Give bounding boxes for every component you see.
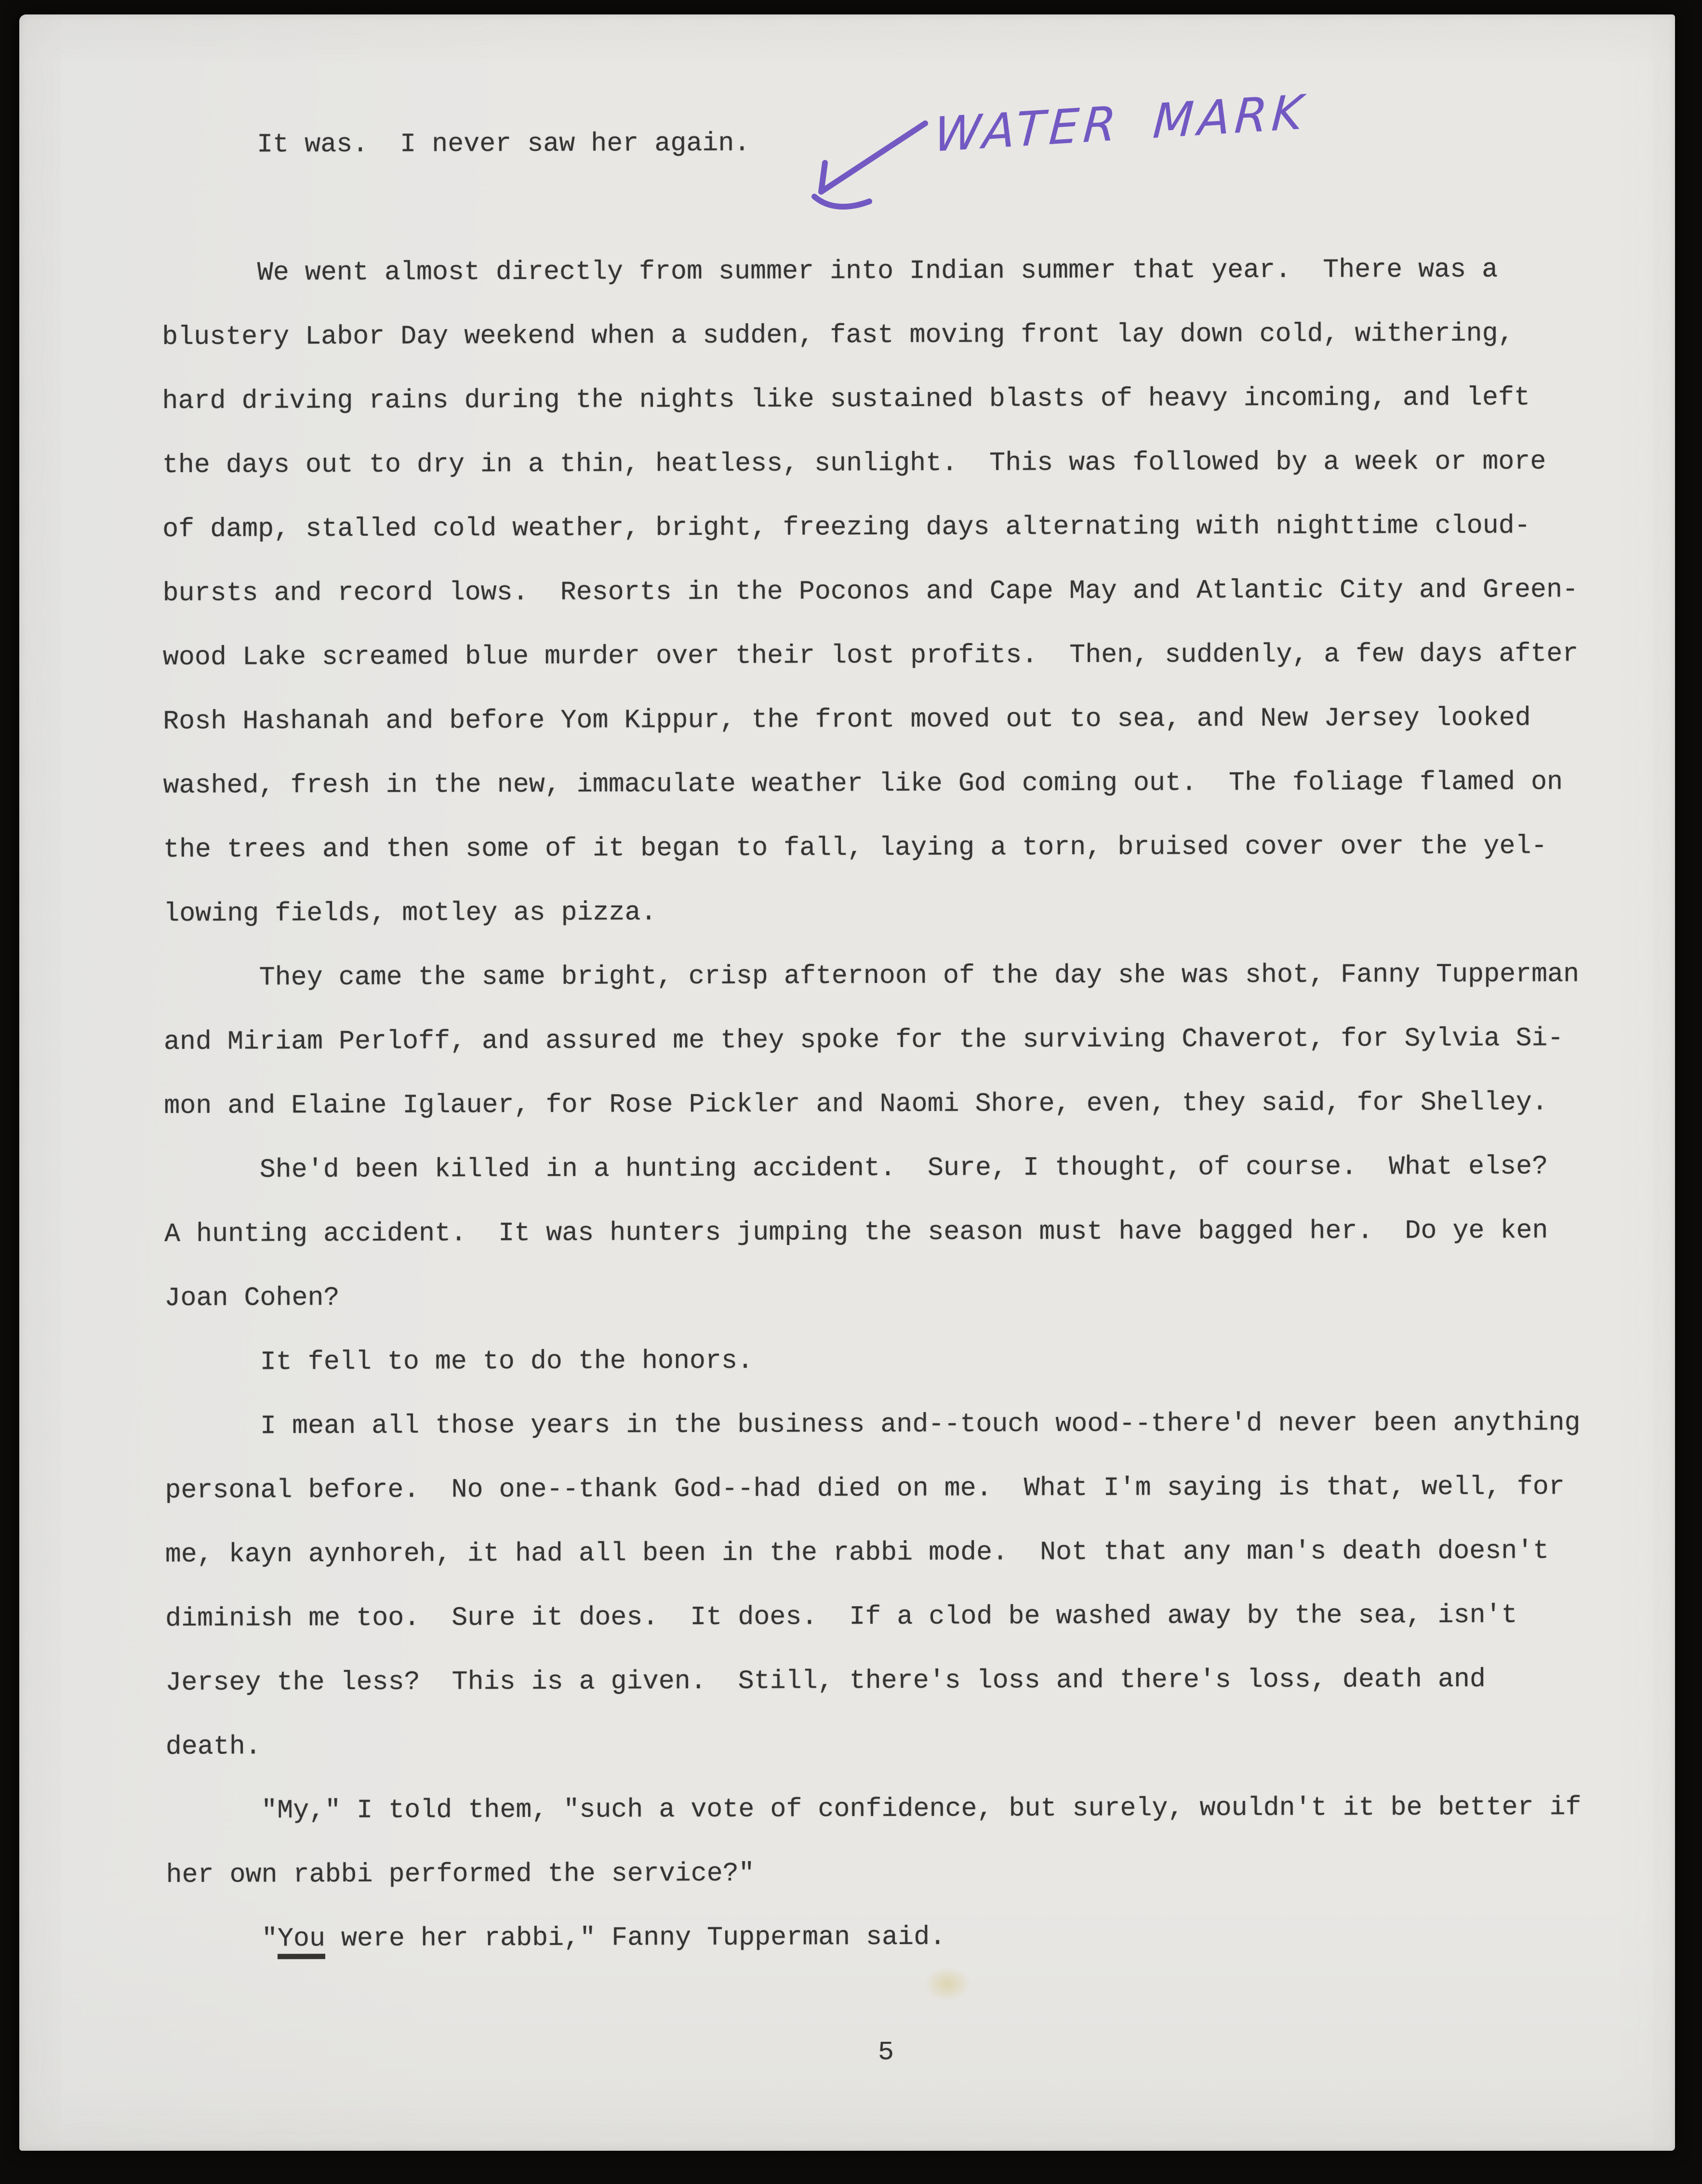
typed-line: We went almost directly from summer into Indian summer that year. There was a — [161, 254, 1498, 288]
typed-text — [161, 109, 1631, 1971]
typed-line: personal before. No one--thank God--had died on me. What I'm saying is that, well, for — [165, 1471, 1565, 1506]
typed-line: mon and Elaine Iglauer, for Rose Pickler and Naomi Shore, even, they said, for Shelley. — [164, 1087, 1548, 1121]
typed-line: bursts and record lows. Resorts in the Poconos and Cape May and Atlantic City and Green- — [162, 574, 1579, 609]
paper-stain — [924, 1967, 971, 2001]
typed-line: "You were her rabbi," Fanny Tupperman said. — [166, 1903, 1631, 1971]
typed-line: Jersey the less? This is a given. Still, there's loss and there's loss, death and — [165, 1664, 1486, 1698]
paper-sheet — [19, 14, 1675, 2151]
typed-line: lowing fields, motley as pizza. — [163, 897, 657, 929]
typed-line: washed, fresh in the new, immaculate weather like God coming out. The foliage flamed on — [163, 767, 1563, 801]
typed-line: "My," I told them, "such a vote of confidence, but surely, wouldn't it be better if — [166, 1792, 1582, 1826]
typed-line: It was. I never saw her again. — [161, 128, 750, 160]
typed-line: Rosh Hashanah and before Yom Kippur, the front moved out to sea, and New Jersey looked — [163, 702, 1531, 737]
typed-line: of damp, stalled cold weather, bright, freezing days alternating with nighttime cloud- — [162, 510, 1530, 544]
annotation-arrow-icon — [794, 117, 934, 218]
typed-line: They came the same bright, crisp afternoon of the day she was shot, Fanny Tupperman — [163, 959, 1580, 993]
typed-line: A hunting accident. It was hunters jumping the season must have bagged her. Do ye ken — [164, 1215, 1548, 1249]
typed-line: the days out to dry in a thin, heatless, sunlight. This was followed by a week or more — [162, 446, 1546, 480]
typed-line: diminish me too. Sure it does. It does. If a clod be washed away by the sea, isn't — [165, 1600, 1517, 1634]
typed-line: hard driving rains during the nights like sustained blasts of heavy incoming, and left — [162, 382, 1530, 416]
typed-line: wood Lake screamed blue murder over their lost profits. Then, suddenly, a few days after — [162, 638, 1579, 673]
typed-line: Joan Cohen? — [164, 1283, 340, 1313]
typed-line: the trees and then some of it began to fall, laying a torn, bruised cover over the yel- — [163, 831, 1547, 865]
handwritten-annotation: WATER MARK — [932, 85, 1309, 163]
typed-line: and Miriam Perloff, and assured me they spoke for the surviving Chaverot, for Sylvia Si- — [163, 1023, 1564, 1057]
typed-line: blustery Labor Day weekend when a sudden, fast moving front lay down cold, withering, — [162, 318, 1514, 352]
page-number: 5 — [878, 2037, 894, 2067]
typed-line: me, kayn aynhoreh, it had all been in the rabbi mode. Not that any man's death doesn't — [165, 1535, 1549, 1570]
typed-line: It fell to me to do the honors. — [164, 1345, 754, 1377]
typed-line: I mean all those years in the business and--touch wood--there'd never been anything — [165, 1407, 1581, 1442]
typed-line: her own rabbi performed the service?" — [166, 1858, 755, 1890]
typed-line: death. — [165, 1731, 261, 1762]
typed-line: She'd been killed in a hunting accident. Sure, I thought, of course. What else? — [164, 1151, 1548, 1185]
